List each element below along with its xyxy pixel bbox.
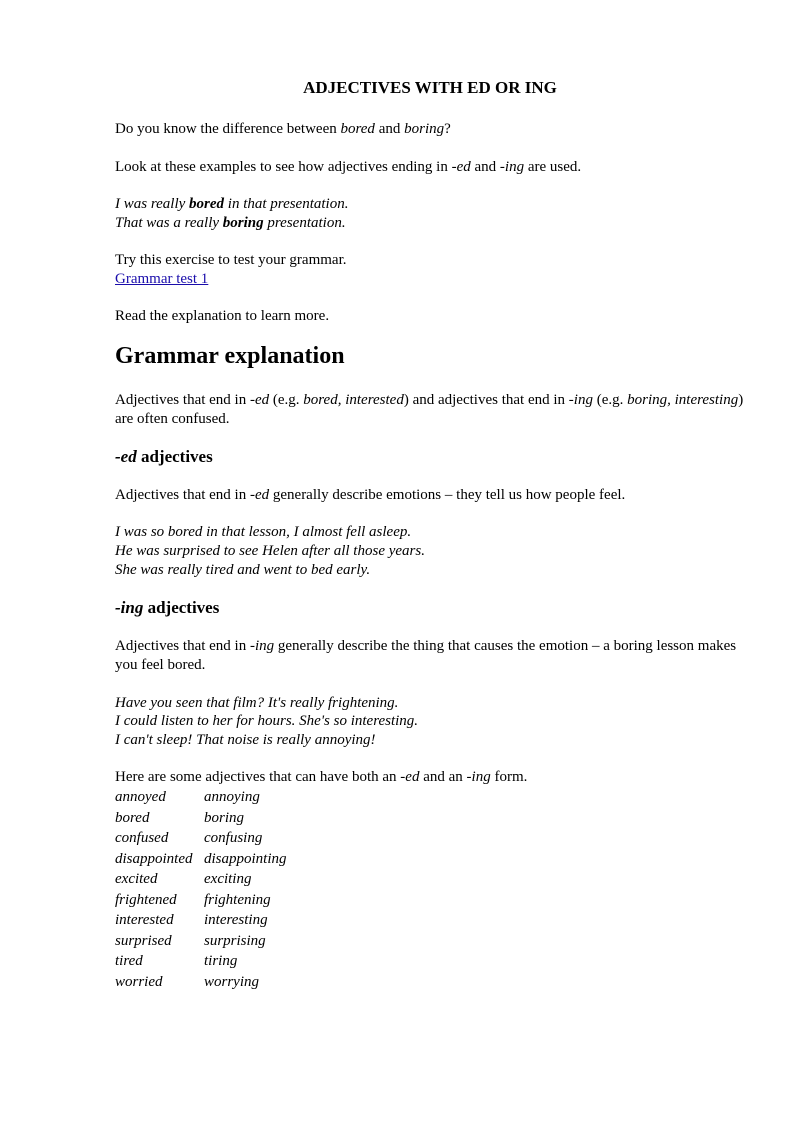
ing-example: Have you seen that film? It's really frightening. xyxy=(115,695,399,711)
text: Adjectives that end in xyxy=(115,392,250,408)
text: generally describe the thing that causes the emotion – a boring lesson makes you feel bored. xyxy=(115,638,737,673)
ing-form: disappointing xyxy=(204,850,287,867)
text: and xyxy=(470,159,500,175)
ing-example: I can't sleep! That noise is really annoying! xyxy=(115,732,376,748)
ing-form: frightening xyxy=(204,891,271,908)
text: ) and adjectives that end in xyxy=(403,392,569,408)
text: presentation. xyxy=(263,215,346,231)
grammar-test-link[interactable]: Grammar test 1 xyxy=(115,271,209,287)
text: and an xyxy=(419,769,467,785)
text: -ed xyxy=(115,447,137,466)
ed-form: tired xyxy=(115,953,143,969)
try-text: Try this exercise to test your grammar. xyxy=(115,252,347,268)
table-row xyxy=(115,808,287,829)
text: boring, interesting xyxy=(627,392,739,408)
text: -ing xyxy=(115,598,144,617)
ed-form: disappointed xyxy=(115,850,193,867)
read-text: Read the explanation to learn more. xyxy=(115,308,330,324)
text: ? xyxy=(444,121,451,137)
text: -ed xyxy=(249,392,270,408)
ing-form: exciting xyxy=(204,871,252,887)
ed-paragraph xyxy=(115,486,625,505)
text: generally describe emotions – they tell us how people feel. xyxy=(269,487,626,503)
text: boring xyxy=(404,121,445,137)
list-intro xyxy=(115,768,527,787)
text: -ed xyxy=(451,159,471,175)
text: -ed xyxy=(400,769,420,785)
ed-example: She was really tired and went to bed early. xyxy=(115,562,371,578)
table-row xyxy=(115,951,287,972)
example-sentence xyxy=(115,195,348,214)
page-title: ADJECTIVES WITH ED OR ING xyxy=(303,78,557,97)
ed-form: frightened xyxy=(115,891,177,908)
ing-example: I could listen to her for hours. She's so interesting. xyxy=(115,713,419,729)
text: form. xyxy=(490,769,528,785)
ed-example: I was so bored in that lesson, I almost fell asleep. xyxy=(115,524,412,540)
text: -ing xyxy=(568,392,593,408)
ing-paragraph xyxy=(115,637,745,675)
intro-question xyxy=(115,120,451,139)
text: adjectives xyxy=(136,447,213,466)
text: That was a really xyxy=(115,215,223,231)
table-row xyxy=(115,931,287,952)
ed-example: He was surprised to see Helen after all those years. xyxy=(115,543,425,559)
text: boring xyxy=(222,215,264,231)
text: I was really xyxy=(115,196,190,212)
text: Do you know the difference between xyxy=(115,121,341,137)
text: -ed xyxy=(249,487,270,503)
ing-form: tiring xyxy=(204,953,238,969)
ing-form: interesting xyxy=(204,912,268,928)
table-row xyxy=(115,972,287,993)
text: -ing xyxy=(466,769,491,785)
table-row xyxy=(115,869,287,890)
ed-adjectives-heading xyxy=(115,447,213,467)
ing-form: surprising xyxy=(204,932,266,949)
table-row xyxy=(115,890,287,911)
example-sentence xyxy=(115,214,346,233)
table-row xyxy=(115,849,287,870)
text: -ing xyxy=(499,159,525,175)
text: Here are some adjectives that can have both an xyxy=(115,769,401,785)
adjective-pairs-table xyxy=(115,787,287,992)
ed-form: confused xyxy=(115,830,169,846)
ed-form: interested xyxy=(115,912,174,928)
ing-form: boring xyxy=(204,809,245,826)
text: Look at these examples to see how adjectives ending in xyxy=(115,159,452,175)
ed-form: bored xyxy=(115,809,150,826)
text: (e.g. xyxy=(592,392,628,408)
ed-form: surprised xyxy=(115,932,172,949)
text: bored xyxy=(340,121,375,137)
table-row xyxy=(115,828,287,849)
text: (e.g. xyxy=(269,392,304,408)
ing-form: worrying xyxy=(204,973,260,990)
grammar-explanation-heading: Grammar explanation xyxy=(115,343,345,369)
text: -ing xyxy=(249,638,275,654)
text: and xyxy=(374,121,405,137)
text: Adjectives that end in xyxy=(115,638,250,654)
text: in that presentation. xyxy=(224,196,349,212)
ing-adjectives-heading xyxy=(115,598,219,618)
ed-form: worried xyxy=(115,973,163,990)
text: Adjectives that end in xyxy=(115,487,250,503)
ing-form: confusing xyxy=(204,830,263,846)
ed-form: excited xyxy=(115,871,158,887)
text: are used. xyxy=(524,159,582,175)
text: bored, interested xyxy=(303,392,404,408)
text: bored xyxy=(189,196,225,212)
explanation-paragraph xyxy=(115,391,745,429)
ing-form: annoying xyxy=(204,789,260,805)
table-row xyxy=(115,910,287,931)
text: ) are often confused. xyxy=(115,392,744,427)
intro-look xyxy=(115,158,581,177)
table-row xyxy=(115,787,287,808)
ed-form: annoyed xyxy=(115,789,166,805)
text: adjectives xyxy=(143,598,220,617)
